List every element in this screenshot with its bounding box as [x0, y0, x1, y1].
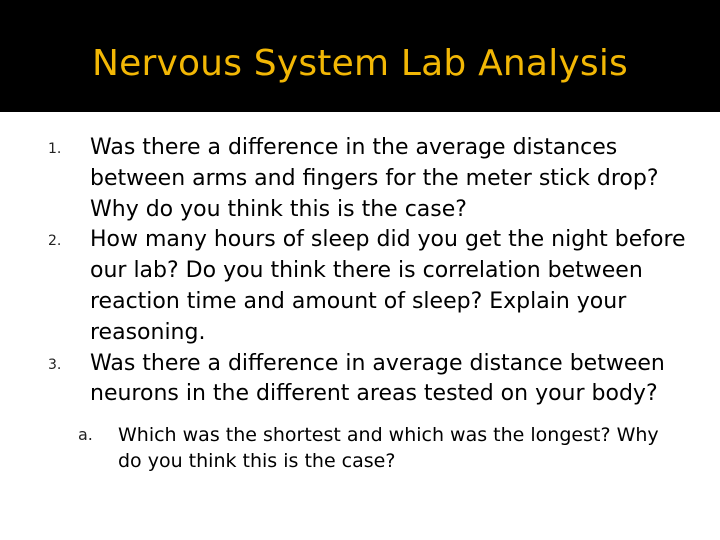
question-number: 3.	[48, 356, 62, 373]
question-text: How many hours of sleep did you get the night before our lab? Do you think there is correlation between reaction time and amount of sleep? Explain your reasoning.	[90, 227, 686, 345]
question-item-3	[0, 349, 720, 411]
question-item-2	[0, 225, 720, 348]
question-number: 2.	[48, 233, 62, 250]
question-text: Was there a difference in the average distances between arms and fingers for the meter stick drop? Why do you think this is the case?	[90, 135, 659, 222]
question-number: 1.	[48, 141, 62, 157]
sub-question-text: Which was the shortest and which was the longest? Why do you think this is the case?	[118, 424, 659, 473]
question-list	[0, 133, 720, 474]
question-item-1	[0, 133, 720, 225]
question-text: Was there a difference in average distance between neurons in the different areas tested on your body?	[90, 350, 665, 407]
sub-question-label: a.	[78, 425, 93, 445]
sub-question-list	[0, 422, 720, 474]
title-bar	[0, 0, 720, 112]
sub-question-item-a	[0, 422, 720, 474]
slide-title: Nervous System Lab Analysis	[91, 43, 629, 84]
